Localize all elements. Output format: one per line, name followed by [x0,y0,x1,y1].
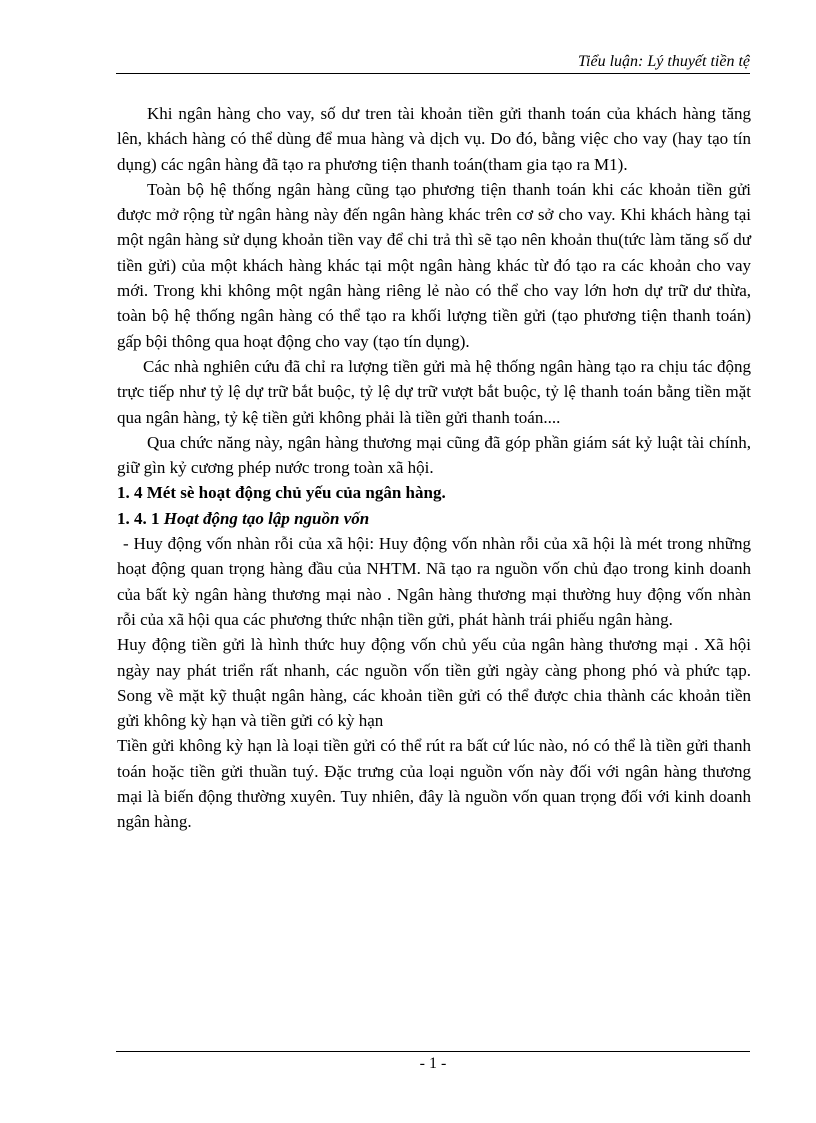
paragraph-loan-deposit: Khi ngân hàng cho vay, số dư tren tài khoản tiền gửi thanh toán của khách hàng tăng lên, khách hàng có thể dùng để mua hàng và dịch vụ. Do đó, bằng việc cho vay (hay tạo tín dụng) các ngân hàng đã tạo ra phương tiện thanh toán(tham gia tạo ra M1). [117,104,751,174]
paragraph-researchers: Các nhà nghiên cứu đã chỉ ra lượng tiền gửi mà hệ thống ngân hàng tạo ra chịu tác động trực tiếp như tỷ lệ dự trữ bắt buộc, tỷ lệ dự trữ vượt bắt buộc, tỷ lệ thanh toán bằng tiền mặt qua ngân hàng, tỷ kệ tiền gửi không phải là tiền gửi thanh toán.... [117,356,751,427]
section-number: 1. 4. 1 [117,508,164,528]
paragraph-supervision: Qua chức năng này, ngân hàng thương mại cũng đã góp phần giám sát kỷ luật tài chính, giữ gìn kỷ cương phép nước trong toàn xã hội. [117,432,751,478]
section-heading-1-4: 1. 4 Mét sè hoạt động chủ yếu của ngân hàng. [117,483,446,503]
paragraph-deposit-mobilization: Huy động tiền gửi là hình thức huy động vốn chủ yếu của ngân hàng thương mại . Xã hội ngày nay phát triển rất nhanh, các nguồn vốn tiền gửi ngày càng phong phó và phức tạp. Song về mặt kỹ thuật ngân hàng, các khoản tiền gửi có thể được chia thành các khoản tiền gửi không kỳ hạn và tiền gửi có kỳ hạn [117,635,751,731]
paragraph-banking-system: Toàn bộ hệ thống ngân hàng cũng tạo phương tiện thanh toán khi các khoản tiền gửi được mở rộng từ ngân hàng này đến ngân hàng khác trên cơ sở cho vay. Khi khách hàng tại một ngân hàng sử dụng khoản tiền vay để chi trả thì sẽ tạo nên khoản thu(tức làm tăng số dư tiền gửi) của một khách hàng khác tại một ngân hàng khác từ đó tạo ra các khoản cho vay mới. Trong khi không một ngân hàng riêng lẻ nào có thể cho vay lớn hơn dự trữ dư thừa, toàn bộ hệ thống ngân hàng có thể tạo ra khối lượng tiền gửi (tạo phương tiện thanh toán) gấp bội thông qua hoạt động cho vay (tạo tín dụng). [117,179,751,351]
section-heading-1-4-1 [117,506,751,531]
footer-divider [116,1051,750,1052]
page-number: - 1 - [419,1055,447,1072]
header-divider [116,73,750,74]
section-title: Hoạt động tạo lập nguồn vốn [163,508,370,528]
page-body [117,101,751,835]
paragraph-demand-deposits: Tiền gửi không kỳ hạn là loại tiền gửi có thể rút ra bất cứ lúc nào, nó có thể là tiền gửi thanh toán hoặc tiền gửi thuần tuý. Đặc trưng của loại nguồn vốn này đối với ngân hàng thương mại là biến động thường xuyên. Tuy nhiên, đây là nguồn vốn quan trọng đối với kinh doanh ngân hàng. [117,736,751,832]
paragraph-mobilize-capital: - Huy động vốn nhàn rỗi của xã hội: Huy động vốn nhàn rỗi của xã hội là mét trong những hoạt động quan trọng hàng đầu của NHTM. Nã tạo ra nguồn vốn chủ đạo trong kinh doanh của bất kỳ ngân hàng thương mại nào . Ngân hàng thương mại thường huy động vốn nhàn rỗi của xã hội qua các phương thức nhận tiền gửi, phát hành trái phiếu ngân hàng. [117,534,751,629]
running-header: Tiểu luận: Lý thuyết tiền tệ [578,53,750,70]
